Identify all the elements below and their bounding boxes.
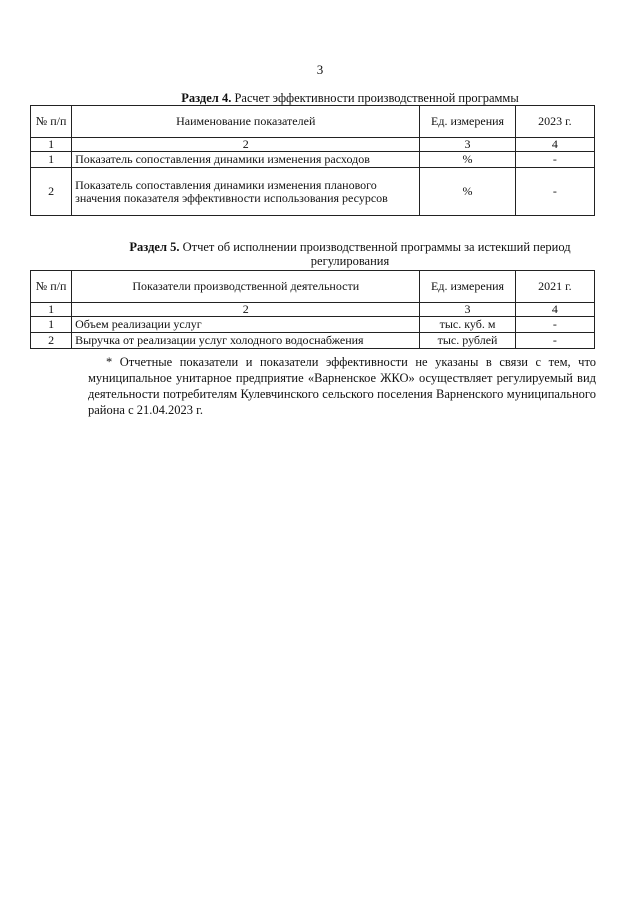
- row-value: -: [515, 168, 594, 216]
- header-cell-year: 2023 г.: [515, 106, 594, 138]
- header-cell-year: 2021 г.: [515, 271, 594, 303]
- section-4-title-label: Раздел 4.: [181, 91, 232, 105]
- row-value: -: [515, 152, 594, 168]
- row-unit: %: [420, 152, 515, 168]
- row-unit: тыс. куб. м: [420, 317, 515, 333]
- row-name: Объем реализации услуг: [72, 317, 420, 333]
- row-number: 2: [31, 333, 72, 349]
- table-row: [31, 168, 595, 216]
- row-unit: %: [420, 168, 515, 216]
- index-cell: 2: [72, 138, 420, 152]
- footnote: * Отчетные показатели и показатели эффективности не указаны в связи с тем, что муниципальное унитарное предприятие «Варненское ЖКО» осуществляет регулируемый вид деятельности потребителям Кулевчинского сельского поселения Варненского муниципального района с 21.04.2023 г.: [88, 355, 596, 417]
- row-name: Показатель сопоставления динамики изменения планового значения показателя эффективности использования ресурсов: [72, 168, 420, 216]
- index-cell: 1: [31, 303, 72, 317]
- table-row: [31, 333, 595, 349]
- section-4-title-text: Расчет эффективности производственной программы: [231, 91, 519, 105]
- row-number: 1: [31, 317, 72, 333]
- section-4-title: [150, 91, 550, 105]
- row-unit: тыс. рублей: [420, 333, 515, 349]
- section-5-table: [30, 270, 595, 349]
- row-value: -: [515, 333, 594, 349]
- header-cell-name: Наименование показателей: [72, 106, 420, 138]
- table-row: [31, 152, 595, 168]
- row-value: -: [515, 317, 594, 333]
- header-cell-unit: Ед. измерения: [420, 271, 515, 303]
- table-header-row: [31, 271, 595, 303]
- header-cell-num: № п/п: [31, 271, 72, 303]
- row-name: Показатель сопоставления динамики изменения расходов: [72, 152, 420, 168]
- section-5-title: [110, 240, 590, 268]
- index-cell: 3: [420, 303, 515, 317]
- index-cell: 1: [31, 138, 72, 152]
- section-5-title-label: Раздел 5.: [129, 240, 180, 254]
- index-cell: 4: [515, 303, 594, 317]
- table-header-row: [31, 106, 595, 138]
- section-5-title-text: Отчет об исполнении производственной программы за истекший период регулирования: [179, 240, 571, 268]
- row-number: 2: [31, 168, 72, 216]
- header-cell-name: Показатели производственной деятельности: [72, 271, 420, 303]
- page-number: 3: [316, 62, 324, 77]
- index-cell: 2: [72, 303, 420, 317]
- row-name: Выручка от реализации услуг холодного водоснабжения: [72, 333, 420, 349]
- header-cell-unit: Ед. измерения: [420, 106, 515, 138]
- header-cell-num: № п/п: [31, 106, 72, 138]
- row-number: 1: [31, 152, 72, 168]
- table-index-row: [31, 303, 595, 317]
- section-4-table: [30, 105, 595, 216]
- index-cell: 4: [515, 138, 594, 152]
- table-row: [31, 317, 595, 333]
- table-index-row: [31, 138, 595, 152]
- index-cell: 3: [420, 138, 515, 152]
